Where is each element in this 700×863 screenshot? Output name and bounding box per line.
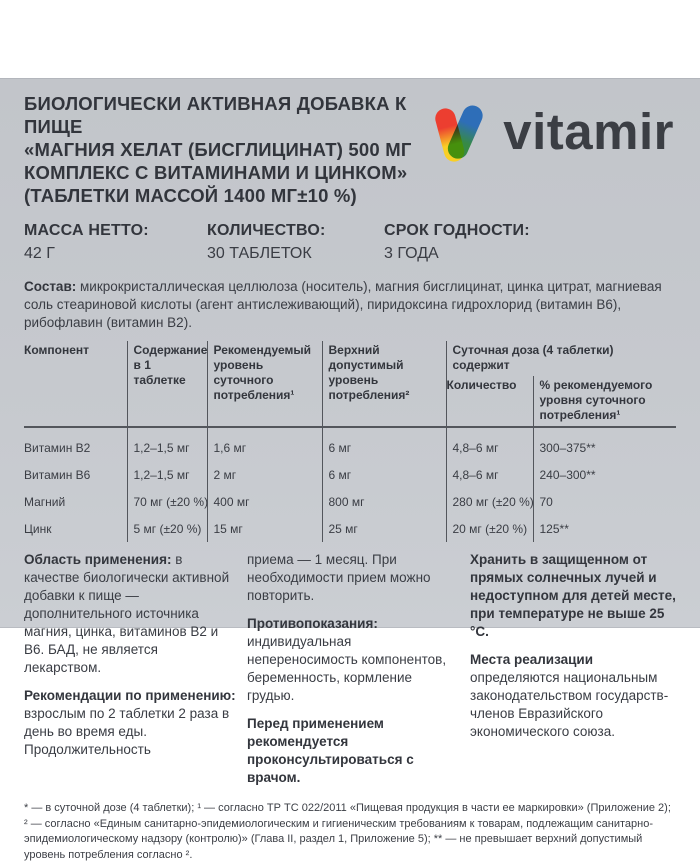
footnotes [24,801,684,863]
composition-lead: Состав: [24,279,76,294]
cell-per-tablet: 1,2–1,5 мг [127,461,207,488]
section-column-right [470,551,683,797]
nutrition-table [24,341,676,542]
paragraph-sales-places [470,651,683,741]
usage-sections [24,551,684,797]
cell-component: Витамин В6 [24,461,127,488]
cell-upper: 6 мг [322,461,446,488]
col-header-component: Компонент [24,341,127,427]
col-header-daily-group: Суточная доза (4 таблетки) содержит [446,341,676,376]
table-row [24,427,676,461]
product-title-line: «МАГНИЯ ХЕЛАТ (БИСГЛИЦИНАТ) 500 МГ [24,138,429,161]
paragraph-storage [470,551,683,641]
table-header-row [24,341,676,376]
col-header-upper: Верхний допустимый уровень потребления² [322,341,446,427]
footnote-line: * — в суточной дозе (4 таблетки); ¹ — согласно ТР ТС 022/2011 «Пищевая продукция в части ее маркировки» (Приложение 2); [24,801,684,817]
paragraph-recommendations [24,687,237,759]
table-row [24,461,676,488]
shelf-life-value: 3 ГОДА [384,245,530,263]
paragraph-lead: Хранить в защищенном от прямых солнечных лучей и недоступном для детей месте, при температуре не выше 25 °C. [470,552,676,639]
shelf-life-label: СРОК ГОДНОСТИ: [384,222,530,240]
quantity [207,222,384,263]
cell-recommended: 400 мг [207,488,322,515]
paragraph-duration [247,551,460,605]
shelf-life [384,222,530,263]
col-header-per-tablet: Содержание в 1 таблетке [127,341,207,427]
paragraph-contraindications [247,615,460,705]
paragraph-consult-doctor [247,715,460,787]
section-column-middle [247,551,460,797]
section-column-left [24,551,237,797]
paragraph-text: приема — 1 месяц. При необходимости прием можно повторить. [247,552,431,603]
brand-logo [429,104,674,166]
net-weight [24,222,207,263]
cell-recommended: 1,6 мг [207,427,322,461]
cell-daily-amount: 20 мг (±20 %) [446,515,533,542]
cell-daily-amount: 4,8–6 мг [446,461,533,488]
table-row [24,488,676,515]
info-row [24,222,676,263]
cell-upper: 25 мг [322,515,446,542]
cell-daily-percent: 70 [533,488,676,515]
cell-component: Магний [24,488,127,515]
cell-daily-percent: 125** [533,515,676,542]
vitamir-v-icon [429,104,487,166]
cell-recommended: 2 мг [207,461,322,488]
product-label [0,78,700,628]
brand-name: vitamir [503,106,674,157]
product-title [24,92,429,207]
paragraph-text: определяются национальным законодательством государств-членов Евразийского экономического союза. [470,670,668,739]
table-row [24,515,676,542]
product-title-line: КОМПЛЕКС С ВИТАМИНАМИ И ЦИНКОМ» [24,161,429,184]
paragraph-text: в качестве биологически активной добавки к пище — дополнительного источника магния, цинка, витаминов В2 и В6. БАД, не является лекарством. [24,552,229,675]
product-title-line: (ТАБЛЕТКИ МАССОЙ 1400 МГ±10 %) [24,184,429,207]
col-header-daily-amount: Количество [446,376,533,427]
col-header-recommended: Рекомендуемый уровень суточного потребления¹ [207,341,322,427]
paragraph-lead: Места реализации [470,652,593,667]
quantity-value: 30 ТАБЛЕТОК [207,245,384,263]
footnote-line: ² — согласно «Единым санитарно-эпидемиологическим и гигиеническим требованиям к товарам, подлежащим санитарно-эпидемиологическому надзору (контролю)» (Глава II, раздел 1, Приложение 5); ** — не превышает верхний допустимый уровень потребления согласно ². [24,817,684,863]
cell-daily-percent: 300–375** [533,427,676,461]
cell-per-tablet: 1,2–1,5 мг [127,427,207,461]
paragraph-lead: Область применения: [24,552,171,567]
cell-per-tablet: 70 мг (±20 %) [127,488,207,515]
composition [24,278,684,332]
cell-daily-amount: 280 мг (±20 %) [446,488,533,515]
cell-upper: 6 мг [322,427,446,461]
cell-daily-percent: 240–300** [533,461,676,488]
paragraph-application [24,551,237,677]
paragraph-lead: Рекомендации по применению: [24,688,236,703]
cell-upper: 800 мг [322,488,446,515]
quantity-label: КОЛИЧЕСТВО: [207,222,384,240]
paragraph-text: индивидуальная непереносимость компонентов, беременность, кормление грудью. [247,634,446,703]
col-header-daily-percent: % рекомендуемого уровня суточного потребления¹ [533,376,676,427]
paragraph-lead: Противопоказания: [247,616,378,631]
cell-component: Цинк [24,515,127,542]
cell-recommended: 15 мг [207,515,322,542]
composition-text: микрокристаллическая целлюлоза (носитель), магния бисглицинат, цинка цитрат, магниевая соль стеариновой кислоты (агент антислеживающий), пиридоксина гидрохлорид (витамин В6), рибофлавин (витамин В2). [24,279,662,330]
label-header [24,92,676,207]
cell-daily-amount: 4,8–6 мг [446,427,533,461]
net-weight-label: МАССА НЕТТО: [24,222,207,240]
product-title-line: БИОЛОГИЧЕСКИ АКТИВНАЯ ДОБАВКА К ПИЩЕ [24,92,429,138]
paragraph-text: взрослым по 2 таблетки 2 раза в день во время еды. Продолжительность [24,706,229,757]
cell-per-tablet: 5 мг (±20 %) [127,515,207,542]
paragraph-lead: Перед применением рекомендуется проконсультироваться с врачом. [247,716,414,785]
cell-component: Витамин В2 [24,427,127,461]
net-weight-value: 42 Г [24,245,207,263]
